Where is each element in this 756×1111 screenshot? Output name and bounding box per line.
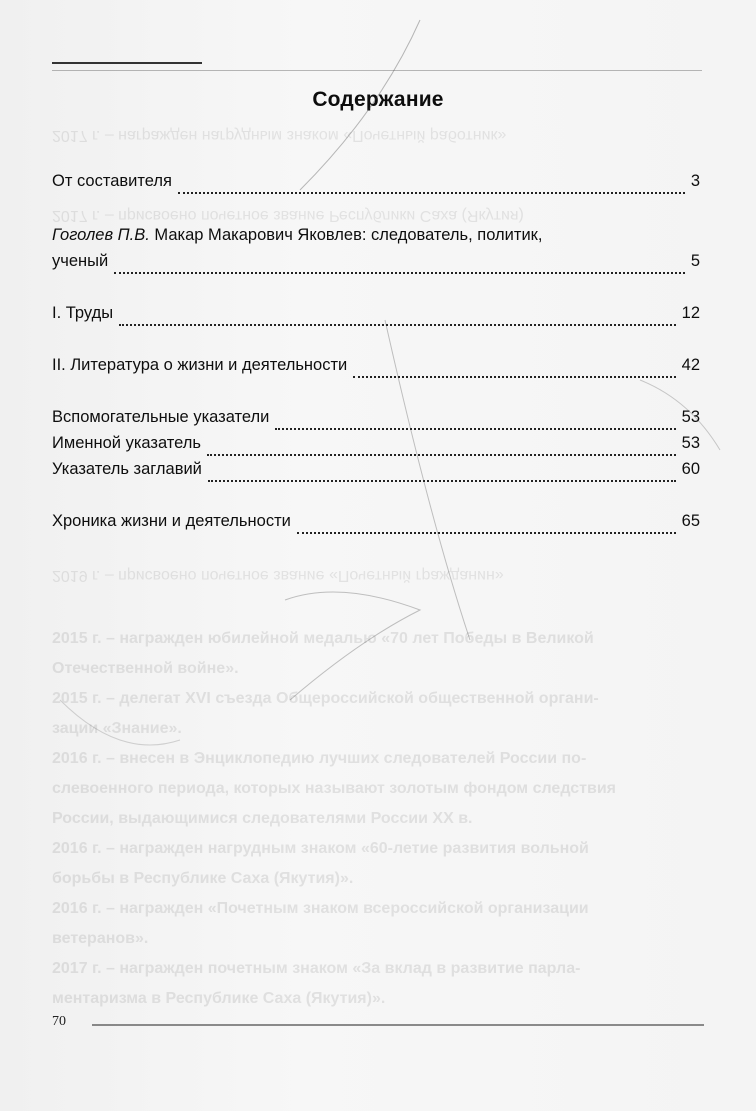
toc-entry-page: 53	[681, 434, 700, 452]
show-through-text: зации «Знание».	[52, 720, 182, 737]
show-through-text: 2016 г. – награжден «Почетным знаком всероссийской организации	[52, 900, 589, 917]
toc-entry-title: Указатель заглавий	[52, 460, 202, 478]
toc-entry-title: II. Литература о жизни и деятельности	[52, 356, 348, 374]
show-through-text: ветеранов».	[52, 930, 149, 947]
toc-entry-title: Именной указатель	[52, 434, 202, 452]
show-through-text: 2016 г. – внесен в Энциклопедию лучших следователей России по-	[52, 750, 587, 767]
toc-entry-author: Гоголев П.В.	[52, 226, 150, 244]
page-title: Содержание	[312, 88, 444, 111]
toc-entry-page: 53	[681, 408, 700, 426]
toc-entry-page: 12	[681, 304, 700, 322]
toc-entry-page: 5	[690, 252, 700, 270]
toc-entry-title: Макар Макарович Яковлев: следователь, политик,	[149, 226, 543, 244]
show-through-text: слевоенного периода, которых называют золотым фондом следствия	[52, 780, 616, 797]
toc-entry-title: Вспомогательные указатели	[52, 408, 270, 426]
toc-entry-page: 65	[681, 512, 700, 530]
show-through-text: 2017 г. – награжден нагрудным знаком «Почетный работник»	[52, 127, 507, 144]
show-through-text: 2015 г. – делегат XVI съезда Общероссийской общественной органи-	[52, 690, 599, 707]
show-through-text: 2019 г. – присвоено почетное звание «Почетный гражданин»	[52, 567, 504, 584]
page-number: 70	[52, 1014, 66, 1029]
show-through-text: России, выдающимися следователями России XX в.	[52, 810, 473, 827]
show-through-text: Отечественной войне».	[52, 660, 239, 677]
toc-entry-title: Хроника жизни и деятельности	[52, 512, 291, 530]
show-through-text: 2016 г. – награжден нагрудным знаком «60-летие развития вольной	[52, 840, 589, 857]
show-through-text: борьбы в Республике Саха (Якутия)».	[52, 870, 354, 887]
toc-entry-title: От составителя	[52, 172, 172, 190]
toc-entry-title-cont: ученый	[52, 252, 109, 270]
show-through-text: ментаризма в Республике Саха (Якутия)».	[52, 990, 386, 1007]
footer-rule	[92, 1024, 704, 1026]
show-through-text: 2017 г. – награжден почетным знаком «За вклад в развитие парла-	[52, 960, 581, 977]
show-through-text: 2017 г. – присвоено почетное звание Республики Саха (Якутия)	[52, 207, 524, 224]
toc-entry-page: 42	[681, 356, 700, 374]
toc-entry-page: 60	[681, 460, 700, 478]
toc-entry-title: I. Труды	[52, 304, 114, 322]
show-through-text: 2015 г. – награжден юбилейной медалью «70 лет Победы в Великой	[52, 630, 594, 647]
toc-entry-page: 3	[690, 172, 700, 190]
